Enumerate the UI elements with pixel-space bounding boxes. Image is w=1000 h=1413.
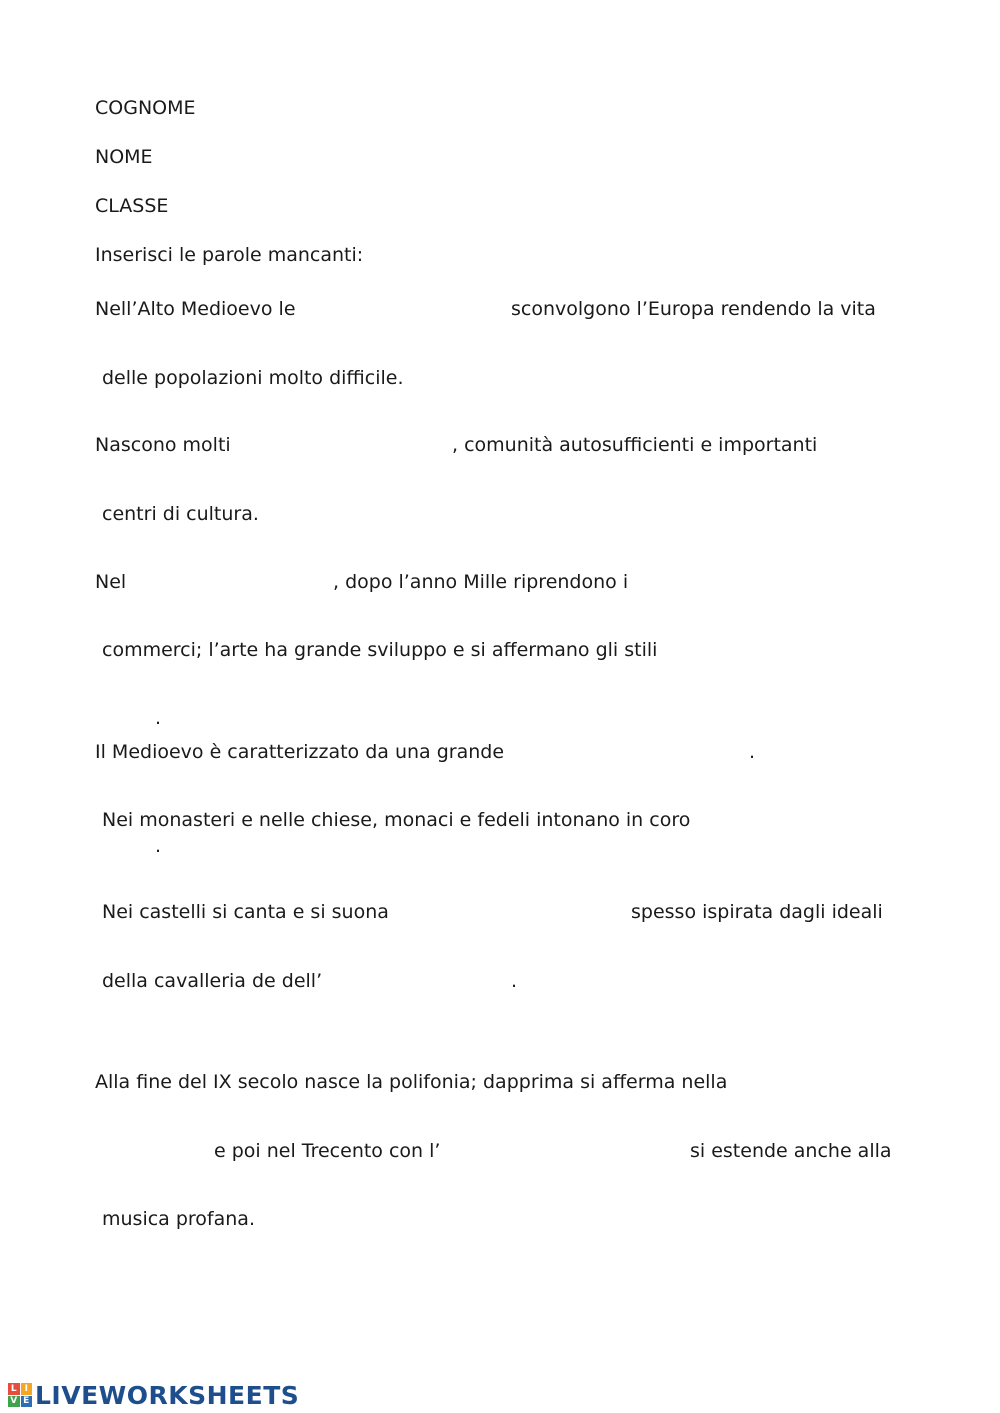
- text-line: , dopo l’anno Mille riprendono i: [333, 571, 629, 593]
- class-input[interactable]: [215, 193, 415, 219]
- blank-styles-cont[interactable]: [95, 694, 153, 720]
- text-line: .: [511, 970, 518, 992]
- blank-chant[interactable]: [730, 807, 900, 833]
- instruction: Inserisci le parole mancanti:: [95, 244, 364, 266]
- logo-letter: V: [8, 1396, 20, 1408]
- text-line: .: [155, 835, 162, 857]
- text-line: Il Medioevo è caratterizzato da una grande: [95, 741, 505, 763]
- blank-ars-nova[interactable]: [461, 1138, 685, 1164]
- text-line: Nascono molti: [95, 434, 231, 456]
- text-line: sconvolgono l’Europa rendendo la vita: [511, 298, 876, 320]
- blank-religiosity[interactable]: [535, 739, 745, 765]
- blank-invasions[interactable]: [310, 296, 505, 322]
- brand-name: LIVEWORKSHEETS: [35, 1380, 300, 1410]
- text-line: e poi nel Trecento con l’: [214, 1140, 441, 1162]
- text-line: Nel: [95, 571, 127, 593]
- logo-letter: I: [21, 1383, 33, 1395]
- logo-letter: L: [8, 1383, 20, 1395]
- text-line: Alla fine del IX secolo nasce la polifonia; dapprima si afferma nella: [95, 1071, 728, 1093]
- blank-sacred-music[interactable]: [95, 1138, 209, 1164]
- text-line: musica profana.: [102, 1208, 255, 1230]
- text-line: Nei castelli si canta e si suona: [102, 901, 389, 923]
- blank-styles[interactable]: [698, 637, 898, 663]
- text-line: .: [155, 707, 162, 729]
- surname-input[interactable]: [215, 95, 575, 121]
- logo-icon: [8, 1383, 32, 1407]
- name-input[interactable]: [215, 144, 575, 170]
- surname-label: COGNOME: [95, 97, 196, 119]
- class-label: CLASSE: [95, 195, 169, 217]
- text-line: spesso ispirata dagli ideali: [631, 901, 883, 923]
- text-line: commerci; l’arte ha grande sviluppo e si affermano gli stili: [102, 639, 658, 661]
- blank-chant-cont[interactable]: [95, 822, 153, 848]
- text-line: della cavalleria de dell’: [102, 970, 323, 992]
- blank-profane-music[interactable]: [412, 899, 624, 925]
- text-line: Nei monasteri e nelle chiese, monaci e fedeli intonano in coro: [102, 809, 691, 831]
- logo-letter: E: [21, 1396, 33, 1408]
- text-line: .: [749, 741, 756, 763]
- blank-monasteries[interactable]: [244, 432, 448, 458]
- liveworksheets-logo[interactable]: [8, 1380, 299, 1410]
- blank-courtly-love[interactable]: [336, 968, 508, 994]
- text-line: , comunità autosufficienti e importanti: [452, 434, 818, 456]
- text-line: delle popolazioni molto difficile.: [102, 367, 404, 389]
- text-line: Nell’Alto Medioevo le: [95, 298, 296, 320]
- text-line: centri di cultura.: [102, 503, 259, 525]
- text-line: si estende anche alla: [690, 1140, 892, 1162]
- blank-period[interactable]: [133, 569, 329, 595]
- name-label: NOME: [95, 146, 153, 168]
